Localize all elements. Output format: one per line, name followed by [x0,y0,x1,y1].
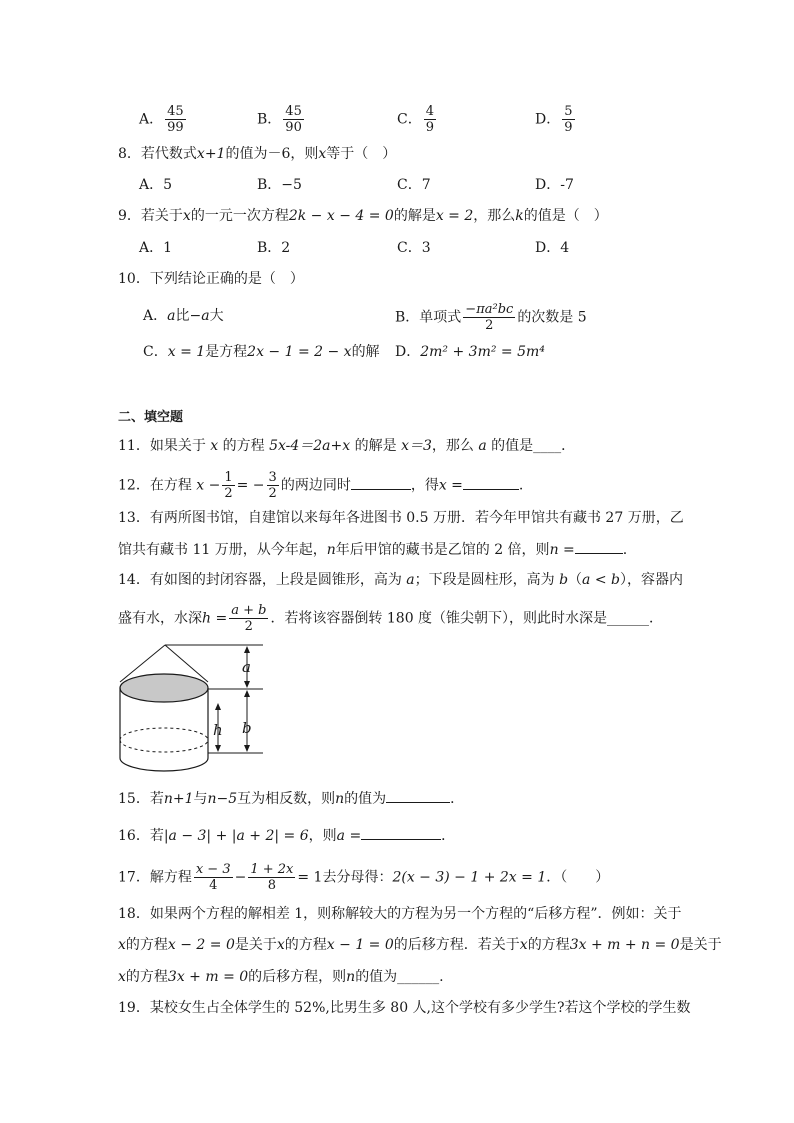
math-var: x [276,937,285,953]
text: 互为相反数，则 [237,791,336,807]
text: 的解 [351,344,380,360]
text: 的两边同时 [280,477,351,494]
denominator: 9 [425,120,434,135]
q12-stem [118,470,523,501]
q8-option-c[interactable]: C．7 [397,177,431,193]
denominator: 8 [267,878,276,893]
text: 大 [209,308,224,324]
numerator: 4 [425,104,434,119]
math-expr: n+1 [163,791,194,807]
math-var: a [167,308,176,324]
arrow-head [244,681,250,688]
math-expr: a < b [582,572,620,588]
q9-option-a[interactable]: A．1 [139,240,173,256]
text: 12．在方程 [118,477,197,494]
math-var: x [182,208,191,224]
numerator: 3 [268,470,277,485]
text: 的解是 [393,208,436,224]
label-a: a [242,658,251,676]
text: 11．如果关于 [118,438,211,454]
math-expr: 2m² + 3m² = 5m⁴ [420,344,545,360]
math-expr: 2k − x − 4 = 0 [288,208,394,224]
q19-line1: 19．某校女生占全体学生的 52%,比男生多 80 人,这个学校有多少学生?若这个学校的学生数 [118,1000,691,1016]
math-var: n [326,542,336,558]
math-expr: 3x + m = 0 [167,969,249,985]
q18-line3 [118,967,444,987]
text: 的次数是 5 [517,309,587,326]
q13-line2 [118,539,627,560]
text: （ [568,572,583,588]
arrow-head [244,745,250,752]
numerator: 1 [224,470,233,485]
text: 等于（ ） [326,146,397,162]
denominator: 99 [167,120,184,135]
cylinder-top [120,674,208,702]
q10-option-d[interactable] [395,342,545,362]
text: ．若将该容器倒转 180 度（锥尖朝下），则此时水深是______． [270,610,664,627]
arrow-head [215,703,221,710]
q8-option-d[interactable]: D．-7 [535,177,574,193]
q9-option-b[interactable]: B．2 [257,240,291,256]
text: 是关于 [679,937,722,953]
text: ． [450,791,465,807]
option-label: C． [397,111,422,128]
math-var: x [118,969,126,985]
math-expr: x − 1 = 0 [326,937,394,953]
denominator: 2 [268,486,277,501]
denominator: 90 [285,120,302,135]
math-expr: n = [549,542,575,558]
arrow-head [244,690,250,697]
numerator: 5 [564,104,573,119]
section-heading: 二、填空题 [118,410,184,425]
option-label: A． [139,111,164,128]
container-figure [115,640,275,775]
math-expr: |a − 3| + |a + 2| = 6 [163,828,309,844]
text: 的后移方程，则 [248,969,347,985]
denominator: 2 [244,619,253,634]
text: 与 [193,791,208,807]
q9-stem [118,206,608,226]
q8-option-b[interactable]: B．−5 [257,177,302,193]
answer-blank[interactable] [386,788,450,803]
text: = 1去分母得： [297,869,393,886]
text: 的值为______. [355,969,444,985]
text: 年后甲馆的藏书是乙馆的 2 倍，则 [335,542,550,558]
answer-blank[interactable] [575,539,623,554]
text: 16．若 [118,828,164,844]
numerator: 45 [285,104,302,119]
q10-option-c[interactable] [143,342,380,362]
text: ，则 [308,828,337,844]
text: 14．有如图的封闭容器，上段是圆锥形，高为 [118,572,407,588]
q11-stem [118,436,575,456]
text: ，那么 [431,438,479,454]
math-var: k [515,208,524,224]
denominator: 9 [564,120,573,135]
math-expr: h = [202,610,228,627]
option-label: D． [535,111,561,128]
q13-line1: 13．有两所图书馆，自建馆以来每年各进图书 0.5 万册．若今年甲馆共有藏书 27 万册，乙 [118,510,684,526]
q18-line1: 18．如果两个方程的解相差 1，则称解较大的方程为另一个方程的“后移方程”．例如：关于 [118,906,682,922]
text: 馆共有藏书 11 万册，从今年起， [118,542,327,558]
text: 的后移方程．若关于 [393,937,520,953]
text: 8．若代数式 [118,146,197,162]
text: 的一元一次方程 [190,208,289,224]
numerator: x − 3 [195,862,231,877]
option-label: D． [395,344,421,360]
water-level-back [120,728,208,740]
numerator: 1 + 2x [250,862,294,877]
q10-stem: 10．下列结论正确的是（ ） [118,271,304,287]
math-expr: 3x + m + n = 0 [569,937,680,953]
text: ，那么 [473,208,516,224]
text: . [622,542,628,558]
q7-option-d[interactable] [535,104,577,135]
math-var: a [478,438,487,454]
math-expr: 2(x − 3) − 1 + 2x = 1 [392,869,547,886]
math-expr: x = [438,477,463,494]
math-expr: x − 2 = 0 [167,937,235,953]
math-var: b [559,572,569,588]
q7-option-b[interactable] [257,104,306,135]
q17-stem [118,862,609,893]
text: ；下段是圆柱形，高为 [414,572,560,588]
denominator: 2 [224,486,233,501]
label-h: h [213,721,223,739]
cylinder-bottom [120,758,208,771]
numerator: a + b [231,603,267,618]
math-expr: 2x − 1 = 2 − x [247,344,352,360]
text: 的方程 [125,969,168,985]
q8-stem [118,144,396,164]
math-op: − [234,869,247,886]
denominator: 4 [209,878,218,893]
text: 的值是（ ） [523,208,608,224]
answer-blank[interactable] [463,475,519,490]
math-expr: x = 2 [435,208,474,224]
text: 17．解方程 [118,869,192,886]
text: 的方程 [527,937,570,953]
answer-blank[interactable] [351,475,411,490]
math-var: −a [189,308,210,324]
arrow-head [215,745,221,752]
q9-option-d[interactable]: D．4 [535,240,570,256]
text: 比 [175,308,190,324]
text: ．（ ） [546,869,610,886]
text: 是关于 [234,937,277,953]
option-label: B． [257,111,282,128]
text: 的方程 [284,937,327,953]
math-var: x [210,438,219,454]
math-expr: n−5 [207,791,238,807]
text: 的方程 [218,438,270,454]
text: 的值是____． [486,438,576,454]
option-label: B．单项式 [395,309,462,326]
math-var: a [406,572,415,588]
option-label: A． [143,308,168,324]
q14-line1 [118,570,683,590]
q18-line2 [118,935,722,955]
q7-option-a[interactable] [139,104,188,135]
text: 的值为－6，则 [225,146,319,162]
math-expr: x − [196,477,221,494]
math-expr: = − [236,477,265,494]
q10-option-a[interactable] [143,306,224,326]
q15-stem [118,788,464,809]
q7-option-c[interactable] [397,104,438,135]
math-var: n [346,969,356,985]
answer-blank[interactable] [361,825,441,840]
math-expr: x+1 [196,146,226,162]
arrow-head [244,646,250,653]
math-var: n [335,791,345,807]
numerator: 45 [167,104,184,119]
text: 是方程 [205,344,248,360]
math-expr: 5x-4＝2a+x [269,438,351,454]
q8-option-a[interactable]: A．5 [139,177,173,193]
numerator: −πa²bc [465,302,514,317]
text: 盛有水，水深 [118,610,202,627]
option-label: C． [143,344,168,360]
text: ． [441,828,456,844]
text: 9．若关于 [118,208,183,224]
text: ），容器内 [620,572,683,588]
math-var: x [118,937,126,953]
text: 的解是 [350,438,402,454]
math-expr: x＝3 [401,438,432,454]
math-var: x [318,146,327,162]
text: . [518,477,524,494]
label-b: b [242,719,252,737]
text: ，得 [410,477,439,494]
q10-option-b[interactable] [395,302,587,333]
q9-option-c[interactable]: C．3 [397,240,431,256]
q16-stem [118,825,455,846]
q14-line2 [118,603,663,634]
math-expr: x = 1 [167,344,206,360]
denominator: 2 [485,318,494,333]
text: 15．若 [118,791,164,807]
water-level-front [120,740,208,752]
math-var: x [519,937,528,953]
math-expr: a = [336,828,362,844]
text: 的方程 [125,937,168,953]
text: 的值为 [344,791,387,807]
